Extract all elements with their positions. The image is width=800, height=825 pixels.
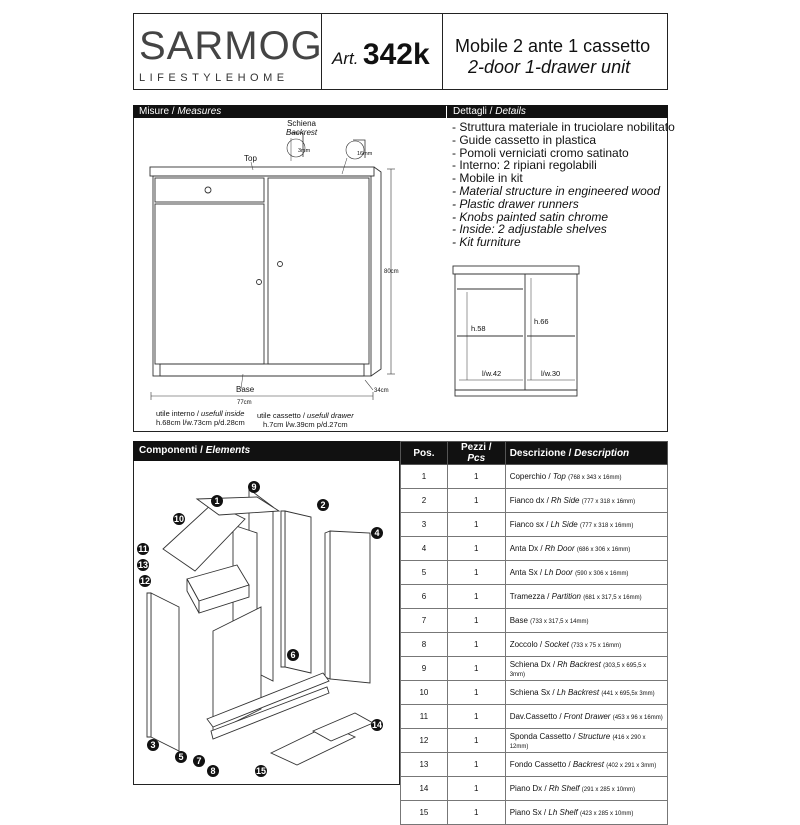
interior-diagram	[447, 262, 587, 402]
table-row	[401, 585, 668, 609]
header-pcs-it: Pezzi /	[460, 442, 492, 453]
detail-item: - Pomoli verniciati cromo satinato	[452, 145, 629, 160]
header-pos: Pos.	[401, 442, 448, 465]
interior-h-right: h.66	[534, 317, 549, 326]
row-pcs: 1	[447, 705, 505, 729]
desc-en: Lh Shelf	[548, 808, 578, 817]
row-pcs: 1	[447, 585, 505, 609]
desc-it: Fondo Cassetto /	[509, 760, 573, 769]
callout-label: 10	[173, 514, 185, 524]
desc-en: Backrest	[572, 760, 604, 769]
row-pcs: 1	[447, 681, 505, 705]
desc-dim: (303,5 x 695,5 x 3mm)	[509, 662, 647, 678]
callout-label: 14	[371, 720, 383, 730]
table-row	[401, 513, 668, 537]
row-description	[505, 681, 667, 705]
table-row	[401, 705, 668, 729]
table-header-row	[401, 442, 668, 465]
row-pos: 2	[401, 489, 448, 513]
row-pos: 5	[401, 561, 448, 585]
desc-it: Tramezza /	[509, 592, 552, 601]
desc-en: Socket	[544, 640, 569, 649]
desc-dim: (291 x 285 x 10mm)	[581, 787, 636, 793]
callout-label: 12	[139, 576, 151, 586]
details-list	[452, 121, 675, 249]
row-pos: 13	[401, 753, 448, 777]
desc-dim: (777 x 318 x 16mm)	[579, 523, 634, 529]
components-label-it: Componenti /	[139, 445, 206, 456]
row-description	[505, 801, 667, 825]
row-pos: 11	[401, 705, 448, 729]
header-divider-2	[442, 13, 443, 90]
inside-label-en: usefull inside	[201, 409, 245, 418]
desc-it: Base	[509, 616, 531, 625]
desc-en: Top	[552, 472, 566, 481]
thickness-label-a: 3mm	[298, 148, 311, 154]
backrest-label-it: Schiena	[287, 119, 317, 128]
row-pcs: 1	[447, 489, 505, 513]
desc-it: Schiena Sx /	[509, 688, 557, 697]
desc-en: Partition	[551, 592, 581, 601]
callout-label: 7	[196, 756, 202, 766]
desc-en: Rh Backrest	[557, 659, 601, 669]
desc-en: Lh Backrest	[556, 688, 600, 697]
parts-table	[400, 441, 668, 825]
callout-label: 11	[138, 544, 148, 554]
row-pos: 1	[401, 465, 448, 489]
table-row	[401, 465, 668, 489]
callout-label: 6	[290, 650, 296, 660]
detail-item: - Struttura materiale in truciolare nobilitato	[452, 120, 675, 134]
desc-dim: (681 x 317,5 x 16mm)	[583, 595, 642, 601]
callout-label: 1	[214, 496, 220, 506]
desc-dim: (416 x 290 x 12mm)	[509, 734, 646, 750]
base-label: Base	[236, 385, 255, 394]
measures-label-en: Measures	[177, 106, 222, 117]
desc-en: Rh Shelf	[548, 784, 580, 793]
parts-table-body	[401, 465, 668, 825]
table-row	[401, 777, 668, 801]
row-description	[505, 609, 667, 633]
row-description	[505, 537, 667, 561]
desc-it: Anta Dx /	[509, 544, 545, 553]
detail-item: - Plastic drawer runners	[452, 196, 579, 211]
callout-label: 9	[251, 482, 257, 492]
detail-item: - Mobile in kit	[452, 171, 523, 186]
measures-header	[133, 105, 446, 118]
drawer-dims	[257, 411, 354, 429]
thickness-label-b: 16mm	[357, 151, 373, 157]
header-pcs	[447, 442, 505, 465]
drawer-dims-value: h.7cm l/w.39cm p/d.27cm	[263, 420, 348, 429]
desc-it: Anta Sx /	[509, 568, 545, 577]
top-label: Top	[244, 154, 257, 163]
row-description	[505, 753, 667, 777]
brand-logo: SARMOG	[139, 24, 323, 68]
callout-label: 8	[210, 766, 216, 776]
desc-en: Rh Side	[551, 496, 580, 505]
row-pos: 10	[401, 681, 448, 705]
desc-dim: (733 x 75 x 16mm)	[571, 643, 622, 649]
callout-label: 13	[137, 560, 149, 570]
desc-dim: (402 x 291 x 3mm)	[606, 763, 657, 769]
desc-en: Structure	[577, 731, 611, 741]
measures-label-it: Misure /	[139, 106, 178, 117]
desc-it: Coperchio /	[509, 472, 553, 481]
desc-en: Lh Door	[544, 568, 573, 577]
row-pos: 6	[401, 585, 448, 609]
detail-item: - Material structure in engineered wood	[452, 183, 661, 198]
callout-label: 15	[255, 766, 267, 776]
components-header	[133, 441, 400, 461]
row-pos: 12	[401, 729, 448, 753]
table-row	[401, 633, 668, 657]
row-description	[505, 657, 667, 681]
table-row	[401, 609, 668, 633]
row-pos: 4	[401, 537, 448, 561]
inside-label-it: utile interno /	[156, 409, 202, 418]
drawer-label-en: usefull drawer	[307, 411, 354, 420]
desc-it: Piano Sx /	[509, 808, 549, 817]
desc-it: Dav.Cassetto /	[509, 712, 564, 721]
callout-label: 2	[320, 500, 326, 510]
row-description	[505, 561, 667, 585]
desc-en: Lh Side	[550, 520, 578, 529]
desc-dim: (686 x 306 x 16mm)	[576, 547, 631, 553]
desc-it: Zoccolo /	[509, 640, 545, 649]
row-pcs: 1	[447, 633, 505, 657]
detail-item: - Kit furniture	[452, 235, 521, 250]
details-label-en: Details	[495, 106, 526, 117]
cabinet-front-drawing	[133, 118, 447, 432]
row-description	[505, 729, 667, 753]
row-pcs: 1	[447, 609, 505, 633]
title-italian: Mobile 2 ante 1 cassetto	[455, 36, 651, 56]
callout-label: 4	[374, 528, 380, 538]
header-desc-it: Descrizione /	[509, 447, 575, 459]
detail-item: - Interno: 2 ripiani regolabili	[452, 158, 597, 173]
desc-dim: (423 x 285 x 10mm)	[579, 811, 634, 817]
interior-w-left: l/w.42	[482, 369, 502, 378]
title-english: 2-door 1-drawer unit	[468, 57, 631, 77]
desc-dim: (733 x 317,5 x 14mm)	[530, 619, 589, 625]
detail-item: - Inside: 2 adjustable shelves	[452, 222, 607, 237]
desc-dim: (453 x 96 x 16mm)	[612, 715, 663, 721]
brand-tagline: LIFESTYLEHOME	[139, 72, 289, 84]
height-label: 80cm	[384, 269, 399, 275]
callout-label: 5	[178, 752, 184, 762]
backrest-label	[286, 119, 317, 137]
table-row	[401, 729, 668, 753]
table-row	[401, 537, 668, 561]
table-row	[401, 801, 668, 825]
callout-label: 3	[150, 740, 156, 750]
row-pcs: 1	[447, 801, 505, 825]
desc-en: Front Drawer	[563, 712, 611, 721]
components-label-en: Elements	[205, 445, 251, 456]
row-pcs: 1	[447, 537, 505, 561]
inside-dims-value: h.68cm l/w.73cm p/d.28cm	[156, 418, 245, 427]
row-pcs: 1	[447, 729, 505, 753]
row-description	[505, 705, 667, 729]
interior-w-right: l/w.30	[541, 369, 561, 378]
row-pos: 14	[401, 777, 448, 801]
detail-item: - Guide cassetto in plastica	[452, 132, 597, 147]
header-description	[505, 442, 667, 465]
detail-item: - Knobs painted satin chrome	[452, 209, 609, 224]
desc-dim: (777 x 318 x 16mm)	[581, 499, 636, 505]
row-pos: 9	[401, 657, 448, 681]
row-pos: 7	[401, 609, 448, 633]
desc-dim: (441 x 695,5x 3mm)	[601, 691, 655, 697]
depth-label: 34cm	[374, 388, 389, 394]
desc-it: Fianco sx /	[509, 520, 551, 529]
desc-dim: (590 x 306 x 16mm)	[575, 571, 629, 577]
row-description	[505, 513, 667, 537]
desc-en: Rh Door	[544, 544, 575, 553]
table-row	[401, 561, 668, 585]
row-description	[505, 777, 667, 801]
row-pcs: 1	[447, 777, 505, 801]
row-description	[505, 465, 667, 489]
width-label: 77cm	[237, 400, 252, 406]
details-header	[447, 105, 668, 118]
table-row	[401, 489, 668, 513]
row-pos: 8	[401, 633, 448, 657]
row-description	[505, 633, 667, 657]
desc-dim: (768 x 343 x 16mm)	[568, 475, 622, 481]
article-number	[332, 38, 430, 72]
row-description	[505, 489, 667, 513]
row-pcs: 1	[447, 657, 505, 681]
article-code: 342k	[362, 38, 430, 71]
desc-it: Fianco dx /	[509, 496, 552, 505]
row-pcs: 1	[447, 753, 505, 777]
inside-dims	[156, 409, 245, 427]
desc-it: Sponda Cassetto /	[509, 731, 578, 741]
table-row	[401, 657, 668, 681]
drawer-label-it: utile cassetto /	[257, 411, 308, 420]
header-desc-en: Description	[574, 447, 630, 459]
desc-it: Schiena Dx /	[509, 659, 558, 669]
desc-it: Piano Dx /	[509, 784, 549, 793]
interior-h-left: h.58	[471, 324, 486, 333]
table-row	[401, 681, 668, 705]
exploded-view	[133, 461, 400, 785]
row-pcs: 1	[447, 513, 505, 537]
article-label: Art.	[332, 49, 359, 68]
table-row	[401, 753, 668, 777]
row-pos: 15	[401, 801, 448, 825]
backrest-label-en: Backrest	[286, 128, 318, 137]
row-pcs: 1	[447, 561, 505, 585]
row-pos: 3	[401, 513, 448, 537]
row-description	[505, 585, 667, 609]
header-pcs-en: Pcs	[467, 453, 486, 464]
row-pcs: 1	[447, 465, 505, 489]
details-label-it: Dettagli /	[453, 106, 496, 117]
